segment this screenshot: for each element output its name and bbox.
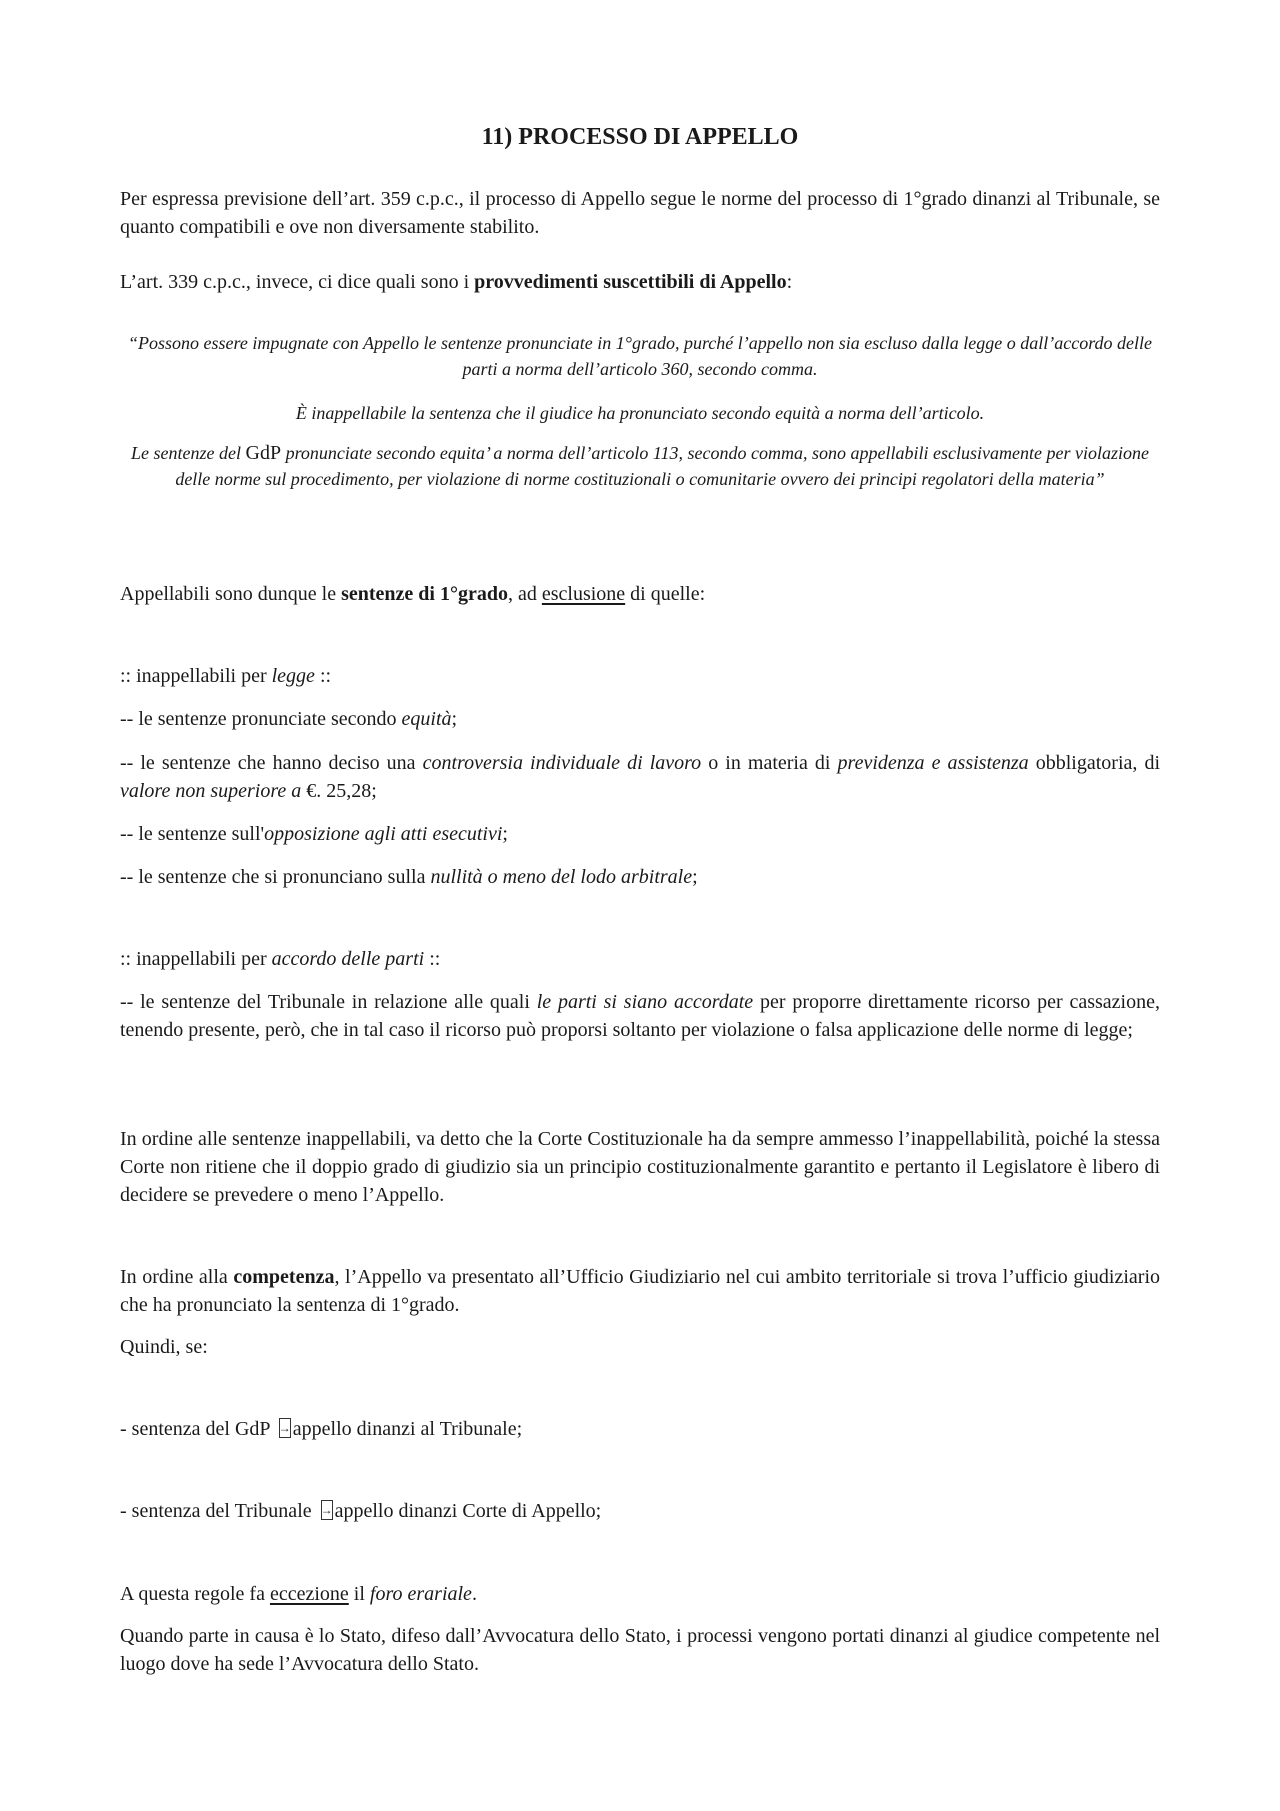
intro-paragraph: Per espressa previsione dell’art. 359 c.p.c., il processo di Appello segue le norme del processo di 1°grado dinanzi al Tribunale, se quanto compatibili e ove non diversamente stabilito. bbox=[120, 188, 1160, 238]
foro-erariale-paragraph: Quando parte in causa è lo Stato, difeso dall’Avvocatura dello Stato, i processi vengono portati dinanzi al giudice competente nel luogo dove ha sede l’Avvocatura dello Stato. bbox=[120, 1625, 1160, 1675]
accordo-heading: :: inappellabili per accordo delle parti :: bbox=[120, 948, 441, 970]
legge-item-lavoro: -- le sentenze che hanno deciso una controversia individuale di lavoro o in materia di previdenza e assistenza obbligatoria, di valore non superiore a €. 25,28; bbox=[120, 752, 1161, 802]
corte-paragraph: In ordine alle sentenze inappellabili, va detto che la Corte Costituzionale ha da sempre ammesso l’inappellabilità, poiché la stessa Corte non ritiene che il doppio grado di giudizio sia un principio costituzionalmente garantito e pertanto il Legislatore è libero di decidere se prevedere o meno l’Appello. bbox=[120, 1128, 1160, 1206]
legge-item-equita: -- le sentenze pronunciate secondo equità; bbox=[120, 708, 458, 730]
gdp-abbrev: GdP bbox=[245, 442, 282, 464]
foro-paragraph: A questa regole fa eccezione il foro erariale. bbox=[120, 1583, 477, 1605]
page-title: 11) PROCESSO DI APPELLO bbox=[481, 124, 799, 150]
quote-paragraph-3: Le sentenze del GdP pronunciate secondo equita’ a norma dell’articolo 113, secondo comma, sono appellabili esclusivamente per violazione delle norme sul procedimento, per violazione di norme costituzionali o comunitarie ovvero dei principi regolatori della materia” bbox=[131, 442, 1149, 489]
quote-paragraph-1: “Possono essere impugnate con Appello le sentenze pronunciate in 1°grado, purché l’appello non sia escluso dalla legge o dall’accordo delle parti a norma dell’articolo 360, secondo comma. bbox=[127, 333, 1153, 379]
arrow-icon bbox=[279, 1418, 291, 1438]
legge-item-opposizione: -- le sentenze sull'opposizione agli atti esecutivi; bbox=[120, 823, 508, 845]
provvedimenti-paragraph: L’art. 339 c.p.c., invece, ci dice quali sono i provvedimenti suscettibili di Appello: bbox=[120, 271, 793, 293]
provvedimenti-bold: provvedimenti suscettibili di Appello bbox=[474, 271, 787, 293]
competenza-item-tribunale: - sentenza del Tribunale →appello dinanzi Corte di Appello; bbox=[120, 1497, 1160, 1525]
appellabili-paragraph: Appellabili sono dunque le sentenze di 1°grado, ad esclusione di quelle: bbox=[120, 583, 706, 605]
legge-heading: :: inappellabili per legge :: bbox=[120, 665, 332, 687]
quindi-line: Quindi, se: bbox=[120, 1336, 208, 1358]
arrow-icon bbox=[321, 1500, 333, 1520]
accordo-item: -- le sentenze del Tribunale in relazione alle quali le parti si siano accordate per proporre direttamente ricorso per cassazione, tenendo presente, però, che in tal caso il ricorso può proporsi soltanto per violazione o falsa applicazione delle norme di legge; bbox=[120, 991, 1160, 1041]
competenza-paragraph: In ordine alla competenza, l’Appello va presentato all’Ufficio Giudiziario nel cui ambito territoriale si trova l’ufficio giudiziario che ha pronunciato la sentenza di 1°grado. bbox=[120, 1266, 1161, 1316]
quote-paragraph-2: È inappellabile la sentenza che il giudice ha pronunciato secondo equità a norma dell’articolo. bbox=[295, 403, 985, 423]
legge-item-lodo: -- le sentenze che si pronunciano sulla nullità o meno del lodo arbitrale; bbox=[120, 866, 698, 888]
competenza-item-gdp: - sentenza del GdP →appello dinanzi al Tribunale; bbox=[120, 1415, 1160, 1443]
